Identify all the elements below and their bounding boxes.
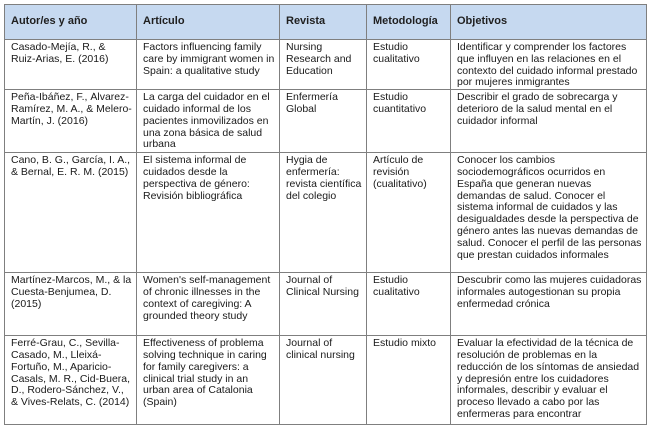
cell-articulo: La carga del cuidador en el cuidado informal de los pacientes inmovilizados en una zona básica de salud urbana bbox=[137, 90, 280, 153]
cell-objetivos: Describir el grado de sobrecarga y deterioro de la salud mental en el cuidador informal bbox=[451, 90, 647, 153]
cell-objetivos: Conocer los cambios sociodemográficos ocurridos en España que generan nuevas demandas de salud. Conocer el sistema informal de cuidados y las desigualdades desde la perspectiva de género antes las nuevas demandas de salud. Conocer el perfil de las personas que prestan cuidados informales bbox=[451, 153, 647, 273]
literature-review-table bbox=[4, 4, 647, 425]
cell-autores: Cano, B. G., García, I. A., & Bernal, E. R. M. (2015) bbox=[5, 153, 137, 273]
cell-articulo: Factors influencing family care by immigrant women in Spain: a qualitative study bbox=[137, 40, 280, 90]
header-articulo: Artículo bbox=[137, 5, 280, 40]
table-row bbox=[5, 40, 647, 90]
cell-objetivos: Identificar y comprender los factores que influyen en las relaciones en el contexto del cuidado informal prestado por mujeres inmigrantes bbox=[451, 40, 647, 90]
table-row bbox=[5, 90, 647, 153]
cell-objetivos: Evaluar la efectividad de la técnica de resolución de problemas en la reducción de los síntomas de ansiedad y depresión entre los cuidadores informales, describir y evaluar el proceso llevado a cabo por las enfermeras para encontrar bbox=[451, 336, 647, 425]
table-row bbox=[5, 336, 647, 425]
table-row bbox=[5, 153, 647, 273]
header-autores: Autor/es y año bbox=[5, 5, 137, 40]
cell-autores: Martínez-Marcos, M., & la Cuesta-Benjumea, D. (2015) bbox=[5, 273, 137, 336]
cell-revista: Hygia de enfermería: revista científica del colegio bbox=[280, 153, 367, 273]
header-revista: Revista bbox=[280, 5, 367, 40]
cell-revista: Journal of Clinical Nursing bbox=[280, 273, 367, 336]
cell-autores: Ferré-Grau, C., Sevilla-Casado, M., Lleixá-Fortuño, M., Aparicio-Casals, M. R., Cid-Buera, D., Rodero-Sánchez, V., & Vives-Relats, C. (2014) bbox=[5, 336, 137, 425]
cell-revista: Journal of clinical nursing bbox=[280, 336, 367, 425]
cell-articulo: Women's self-management of chronic illnesses in the context of caregiving: A grounded theory study bbox=[137, 273, 280, 336]
cell-revista: Enfermería Global bbox=[280, 90, 367, 153]
cell-objetivos: Descubrir como las mujeres cuidadoras informales autogestionan su propia enfermedad crónica bbox=[451, 273, 647, 336]
header-metodologia: Metodología bbox=[367, 5, 451, 40]
table-row bbox=[5, 273, 647, 336]
cell-articulo: El sistema informal de cuidados desde la perspectiva de género: Revisión bibliográfica bbox=[137, 153, 280, 273]
cell-revista: Nursing Research and Education bbox=[280, 40, 367, 90]
cell-metodologia: Estudio cualitativo bbox=[367, 40, 451, 90]
cell-metodologia: Artículo de revisión (cualitativo) bbox=[367, 153, 451, 273]
cell-metodologia: Estudio cualitativo bbox=[367, 273, 451, 336]
cell-metodologia: Estudio cuantitativo bbox=[367, 90, 451, 153]
cell-metodologia: Estudio mixto bbox=[367, 336, 451, 425]
header-objetivos: Objetivos bbox=[451, 5, 647, 40]
cell-articulo: Effectiveness of problema solving technique in caring for family caregivers: a clinical trial study in an urban area of Catalonia (Spain) bbox=[137, 336, 280, 425]
cell-autores: Casado-Mejía, R., & Ruiz-Arias, E. (2016) bbox=[5, 40, 137, 90]
header-row bbox=[5, 5, 647, 40]
cell-autores: Peña-Ibáñez, F., Álvarez-Ramírez, M. A., & Melero-Martín, J. (2016) bbox=[5, 90, 137, 153]
